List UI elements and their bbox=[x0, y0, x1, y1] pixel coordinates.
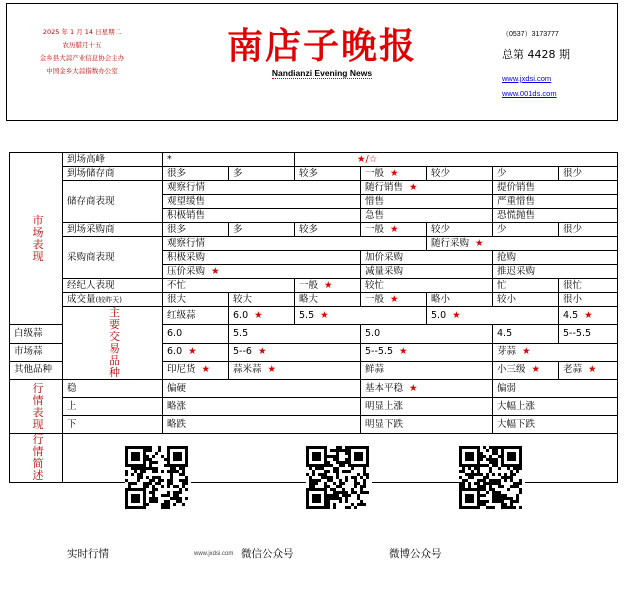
cell-text: 5--5.5 bbox=[563, 327, 592, 339]
behavior-cell bbox=[493, 209, 618, 223]
cell-text: 一般 bbox=[365, 293, 385, 305]
cell-text: 一般 bbox=[299, 279, 319, 291]
cell-text: 主 要 交 易 品 种 bbox=[109, 306, 120, 379]
table-row bbox=[10, 293, 618, 307]
option-cell bbox=[493, 167, 559, 181]
option-cell bbox=[163, 293, 229, 307]
variety-price bbox=[493, 361, 559, 379]
option-cell bbox=[295, 279, 361, 293]
table-row bbox=[10, 279, 618, 293]
cell-text: 严重惜售 bbox=[497, 195, 536, 207]
variety-price bbox=[361, 325, 493, 343]
cell-text: 观察行情 bbox=[167, 237, 206, 249]
category-varieties bbox=[63, 307, 163, 380]
cell-text: 明显上涨 bbox=[365, 400, 404, 412]
option-cell bbox=[163, 279, 295, 293]
variety-price bbox=[361, 343, 493, 361]
cell-text: 5.5 bbox=[233, 327, 249, 339]
cell-text: 6.0 bbox=[167, 327, 183, 339]
variety-price bbox=[163, 361, 229, 379]
trend-cell bbox=[361, 416, 493, 434]
behavior-cell bbox=[361, 209, 493, 223]
cell-text: 鲜蒜 bbox=[365, 364, 385, 376]
trend-cell bbox=[361, 398, 493, 416]
star-icon: ★ bbox=[211, 265, 220, 277]
star-icon: ★ bbox=[188, 346, 197, 358]
variety-price bbox=[427, 307, 559, 325]
market-report-table bbox=[9, 152, 618, 560]
star-icon: ★ bbox=[409, 382, 418, 394]
cell-text: 提价销售 bbox=[497, 181, 536, 193]
masthead-left bbox=[7, 26, 157, 78]
cell-text: 少 bbox=[497, 167, 507, 179]
cell-text: 6.0 bbox=[167, 346, 183, 358]
cell-text: 5--6 bbox=[233, 346, 252, 358]
website-link-1[interactable]: www.jxdsi.com bbox=[502, 74, 552, 83]
cell-text: 恐慌抛售 bbox=[497, 209, 536, 221]
star-icon: ★ bbox=[201, 364, 211, 376]
cell-text: 偏弱 bbox=[497, 382, 517, 394]
cell-text: 5.0 bbox=[365, 327, 381, 339]
category-desc bbox=[10, 434, 63, 483]
cell-text: 很大 bbox=[167, 293, 187, 305]
cell-text: 随行采购 bbox=[431, 237, 470, 249]
cell-text: 略涨 bbox=[167, 400, 187, 412]
cell-text: 较少 bbox=[431, 223, 451, 235]
cell-text: 较少 bbox=[431, 167, 451, 179]
option-cell bbox=[295, 293, 361, 307]
arrival-peak-marker bbox=[295, 153, 618, 167]
behavior-cell bbox=[361, 181, 493, 195]
cell-text: 4.5 bbox=[563, 309, 579, 321]
cell-text: ★/☆ bbox=[357, 153, 378, 165]
option-cell bbox=[559, 279, 618, 293]
cell-text: 市 场 表 现 bbox=[32, 213, 44, 263]
star-icon: ★ bbox=[254, 309, 263, 321]
variety-name bbox=[163, 307, 229, 325]
cell-text: 忙 bbox=[497, 279, 507, 291]
variety-price bbox=[229, 343, 361, 361]
cell-text: 成交量 bbox=[67, 293, 96, 305]
behavior-cell bbox=[163, 209, 361, 223]
cell-text: 白级蒜 bbox=[14, 327, 43, 339]
variety-name bbox=[10, 343, 63, 361]
cell-text: 上 bbox=[67, 400, 77, 412]
variety-price bbox=[163, 325, 229, 343]
cell-text: 到场储存商 bbox=[67, 167, 115, 179]
cell-text: 红级蒜 bbox=[167, 309, 196, 321]
cell-text: 其他品种 bbox=[14, 364, 53, 376]
cell-text: 压价采购 bbox=[167, 265, 206, 277]
trend-label bbox=[63, 398, 163, 416]
option-cell bbox=[361, 279, 493, 293]
option-cell bbox=[493, 279, 559, 293]
newspaper-title: 南店子晚报 bbox=[226, 26, 417, 67]
cell-text: 5.0 bbox=[431, 309, 447, 321]
behavior-cell bbox=[493, 195, 618, 209]
table-row bbox=[10, 416, 618, 434]
variety-price bbox=[229, 307, 295, 325]
cell-text: 基本平稳 bbox=[365, 382, 404, 394]
trend-cell bbox=[493, 398, 618, 416]
table-row bbox=[10, 181, 618, 195]
cell-text: 市场蒜 bbox=[14, 346, 43, 358]
cell-text: 急售 bbox=[365, 209, 385, 221]
trend-cell bbox=[493, 380, 618, 398]
cell-text: 减量采购 bbox=[365, 265, 404, 277]
cell-text: 老蒜 bbox=[563, 364, 583, 376]
cell-text: 4.5 bbox=[497, 327, 513, 339]
star-icon: ★ bbox=[522, 346, 531, 358]
cell-text: 较忙 bbox=[365, 279, 385, 291]
cell-text: 6.0 bbox=[233, 309, 249, 321]
star-icon: ★ bbox=[390, 167, 399, 179]
cell-text: 推迟采购 bbox=[497, 265, 536, 277]
option-cell bbox=[493, 293, 559, 307]
cell-text: 经纪人表现 bbox=[67, 279, 115, 291]
cell-text: 不忙 bbox=[167, 279, 187, 291]
arrival-peak-value bbox=[163, 153, 295, 167]
cell-text: 多 bbox=[233, 223, 243, 235]
qr-label: 微信公众号 bbox=[241, 548, 294, 560]
cell-text: 行 情 表 现 bbox=[32, 381, 44, 431]
cell-text: 加价采购 bbox=[365, 251, 404, 263]
option-cell bbox=[229, 167, 295, 181]
variety-price bbox=[295, 307, 427, 325]
cell-text: 大幅下跌 bbox=[497, 418, 536, 430]
behavior-cell bbox=[361, 265, 493, 279]
cell-text: 小三级 bbox=[497, 364, 526, 376]
option-cell bbox=[361, 293, 427, 307]
cell-text: 很忙 bbox=[563, 279, 583, 291]
variety-price bbox=[493, 325, 559, 343]
star-icon: ★ bbox=[452, 309, 461, 321]
cell-text: 略大 bbox=[299, 293, 319, 305]
cell-text: 5--5.5 bbox=[365, 346, 394, 358]
variety-price bbox=[361, 361, 493, 379]
variety-price bbox=[229, 325, 361, 343]
cell-text: 惜售 bbox=[365, 195, 385, 207]
option-cell bbox=[229, 223, 295, 237]
option-cell bbox=[163, 223, 229, 237]
behavior-cell bbox=[427, 237, 618, 251]
variety-name bbox=[10, 361, 63, 379]
variety-price bbox=[559, 307, 618, 325]
option-cell bbox=[427, 293, 493, 307]
cell-text: 较多 bbox=[299, 167, 319, 179]
option-cell bbox=[427, 223, 493, 237]
cell-text: 积极采购 bbox=[167, 251, 206, 263]
category-market bbox=[10, 153, 63, 325]
behavior-cell bbox=[163, 195, 361, 209]
option-cell bbox=[427, 167, 493, 181]
phone-number: （0537）3173777 bbox=[502, 31, 559, 38]
behavior-cell bbox=[163, 265, 361, 279]
option-cell bbox=[493, 223, 559, 237]
issue-number: 总第 4428 期 bbox=[502, 48, 570, 61]
row-label-arrival-peak bbox=[63, 153, 163, 167]
trend-cell bbox=[493, 416, 618, 434]
qr-label: 微博公众号 bbox=[389, 548, 442, 560]
star-icon: ★ bbox=[257, 346, 267, 358]
cell-text: 行 情 简 述 bbox=[32, 433, 44, 482]
cell-text: 积极销售 bbox=[167, 209, 206, 221]
option-cell bbox=[361, 223, 427, 237]
trend-label bbox=[63, 416, 163, 434]
cell-text: 一般 bbox=[365, 167, 385, 179]
newspaper-subtitle: Nandianzi Evening News bbox=[271, 68, 373, 78]
cell-text: 5.5 bbox=[299, 309, 315, 321]
date-line: 2025 年 1 月 14 日星期二 bbox=[42, 28, 122, 36]
option-cell bbox=[295, 167, 361, 181]
trend-cell bbox=[361, 380, 493, 398]
masthead bbox=[6, 3, 618, 121]
star-icon: ★ bbox=[475, 237, 484, 249]
star-icon: ★ bbox=[390, 293, 399, 305]
table-row bbox=[10, 237, 618, 251]
cell-text: 略小 bbox=[431, 293, 451, 305]
qr-label: 实时行情 bbox=[67, 548, 109, 560]
cell-text: 一般 bbox=[365, 223, 385, 235]
volume-note: (较昨天) bbox=[95, 295, 122, 304]
behavior-cell bbox=[163, 181, 361, 195]
cell-text: * bbox=[167, 153, 172, 165]
trend-cell bbox=[163, 380, 361, 398]
star-icon: ★ bbox=[320, 309, 329, 321]
table-row bbox=[10, 398, 618, 416]
cell-text: 大幅上涨 bbox=[497, 400, 536, 412]
row-label-volume bbox=[63, 293, 163, 307]
behavior-cell bbox=[163, 237, 427, 251]
star-icon: ★ bbox=[588, 364, 597, 376]
option-cell bbox=[559, 167, 618, 181]
variety-price bbox=[493, 343, 618, 361]
star-icon: ★ bbox=[390, 223, 399, 235]
cell-text: 稳 bbox=[67, 382, 77, 394]
trend-label bbox=[63, 380, 163, 398]
variety-price bbox=[559, 361, 618, 379]
behavior-cell bbox=[493, 181, 618, 195]
table-row bbox=[10, 434, 618, 483]
behavior-cell bbox=[163, 251, 361, 265]
cell-text: 印尼货 bbox=[167, 364, 196, 376]
table-row bbox=[10, 153, 618, 167]
cell-text: 很小 bbox=[563, 293, 583, 305]
cell-text: 很多 bbox=[167, 223, 187, 235]
sponsor-line: 金乡县大蒜产业信息协会主办 bbox=[39, 54, 125, 62]
qr-caption: www.jxdsi.com bbox=[194, 551, 234, 557]
office-line: 中国金乡大蒜指数办公室 bbox=[46, 67, 118, 75]
cell-text: 少 bbox=[497, 223, 507, 235]
wechat-account-qr-icon bbox=[306, 446, 372, 512]
variety-name bbox=[10, 325, 63, 343]
behavior-cell bbox=[493, 251, 618, 265]
star-icon: ★ bbox=[399, 346, 408, 358]
option-cell bbox=[559, 223, 618, 237]
realtime-quotes-qr-icon bbox=[125, 446, 191, 512]
cell-text: 较小 bbox=[497, 293, 517, 305]
website-link-2[interactable]: www.001ds.com bbox=[502, 89, 557, 98]
table-row bbox=[10, 223, 618, 237]
behavior-cell bbox=[493, 265, 618, 279]
cell-text: 较多 bbox=[299, 223, 319, 235]
behavior-cell bbox=[361, 251, 493, 265]
star-icon: ★ bbox=[267, 364, 277, 376]
category-trend bbox=[10, 380, 63, 434]
cell-text: 采购商表现 bbox=[67, 251, 115, 263]
cell-text: 到场采购商 bbox=[67, 223, 115, 235]
variety-price bbox=[229, 361, 361, 379]
cell-text: 很少 bbox=[563, 167, 583, 179]
cell-text: 到场高峰 bbox=[67, 153, 106, 165]
cell-text: 抢购 bbox=[497, 251, 517, 263]
trend-cell bbox=[163, 398, 361, 416]
table-row bbox=[10, 167, 618, 181]
option-cell bbox=[559, 293, 618, 307]
lunar-date: 农历腊月十五 bbox=[62, 41, 102, 49]
table-row bbox=[10, 380, 618, 398]
qr-code-panel bbox=[63, 434, 618, 560]
behavior-cell bbox=[361, 195, 493, 209]
row-label-broker bbox=[63, 279, 163, 293]
star-icon: ★ bbox=[324, 279, 333, 291]
weibo-account-qr-icon bbox=[459, 446, 525, 512]
cell-text: 较大 bbox=[233, 293, 253, 305]
star-icon: ★ bbox=[584, 309, 593, 321]
option-cell bbox=[361, 167, 427, 181]
table-row bbox=[10, 307, 618, 325]
variety-price bbox=[163, 343, 229, 361]
row-label-purchase-dealers bbox=[63, 223, 163, 237]
cell-text: 略跌 bbox=[167, 418, 187, 430]
row-label-stock-behavior bbox=[63, 181, 163, 223]
cell-text: 明显下跌 bbox=[365, 418, 404, 430]
cell-text: 芽蒜 bbox=[497, 346, 517, 358]
cell-text: 很多 bbox=[167, 167, 187, 179]
cell-text: 蒜米蒜 bbox=[233, 364, 262, 376]
star-icon: ★ bbox=[409, 181, 418, 193]
trend-cell bbox=[163, 416, 361, 434]
cell-text: 储存商表现 bbox=[67, 195, 115, 207]
variety-price bbox=[559, 325, 618, 343]
row-label-stock-dealers bbox=[63, 167, 163, 181]
option-cell bbox=[229, 293, 295, 307]
option-cell bbox=[295, 223, 361, 237]
row-label-purchase-behavior bbox=[63, 237, 163, 279]
cell-text: 很少 bbox=[563, 223, 583, 235]
star-icon: ★ bbox=[531, 364, 541, 376]
cell-text: 偏硬 bbox=[167, 382, 187, 394]
cell-text: 多 bbox=[233, 167, 243, 179]
cell-text: 观望缓售 bbox=[167, 195, 206, 207]
cell-text: 观察行情 bbox=[167, 181, 206, 193]
cell-text: 随行销售 bbox=[365, 181, 404, 193]
cell-text: 下 bbox=[67, 418, 77, 430]
option-cell bbox=[163, 167, 229, 181]
